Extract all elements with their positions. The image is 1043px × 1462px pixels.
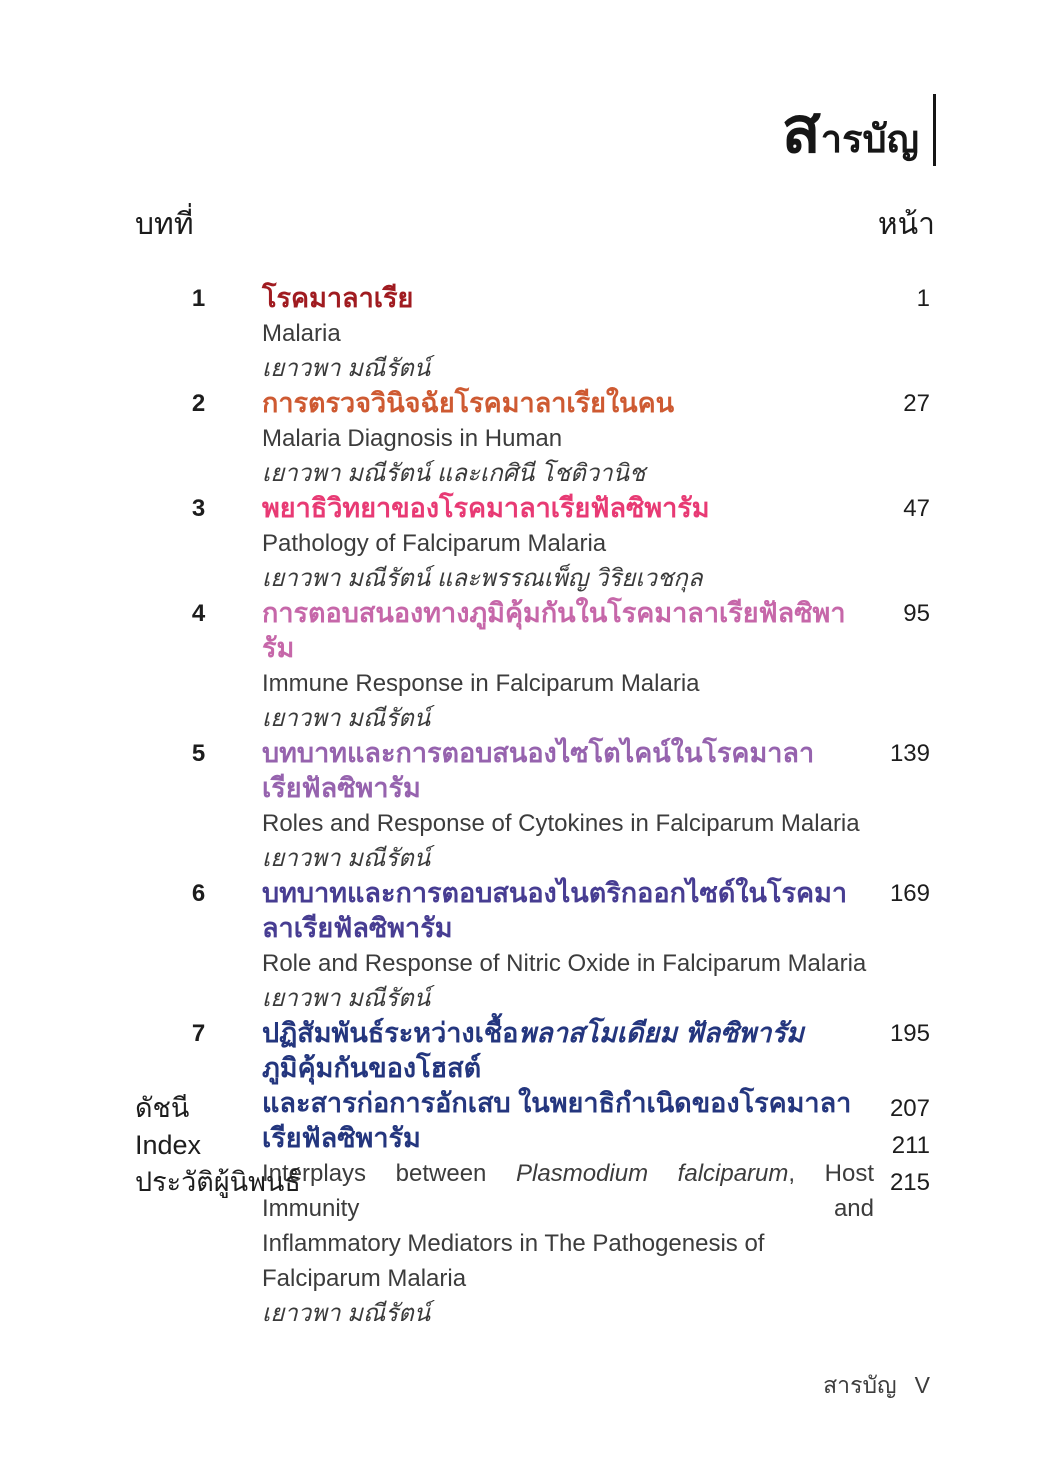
chapter-title-thai: โรคมาลาเรีย [262,283,414,313]
chapter-authors: เยาวพา มณีรัตน์ [262,845,431,872]
toc-entry-chapter-3 [135,491,930,596]
back-matter-page-number: 211 [891,1132,930,1159]
chapter-title-thai-line2: และสารก่อการอักเสบ ในพยาธิกำเนิดของโรคมาลาเรียฟัลซิพารัม [262,1088,852,1153]
chapter-number: 2 [191,390,206,417]
page-footer [823,1368,930,1404]
chapter-number: 5 [191,740,206,767]
footer-page-number: V [914,1372,930,1398]
chapter-number: 3 [191,495,206,522]
chapter-content [262,386,874,491]
chapter-number: 7 [191,1020,206,1047]
chapter-title-thai: บทบาทและการตอบสนองไนตริกออกไซด์ในโรคมาลาเรียฟัลซิพารัม [262,878,848,943]
title-divider-bar [933,94,936,166]
chapter-number: 1 [191,285,206,312]
toc-entry-chapter-4 [135,596,930,736]
chapter-title-thai: พยาธิวิทยาของโรคมาลาเรียฟัลซิพารัม [262,493,710,523]
english-title-pre: Interplays between [262,1160,517,1187]
chapter-number: 6 [191,880,206,907]
chapter-content [262,281,874,386]
chapter-title-english: Immune Response in Falciparum Malaria [262,670,700,697]
chapter-content [262,876,874,1016]
chapter-title-thai: การตอบสนองทางภูมิคุ้มกันในโรคมาลาเรียฟัลซิพารัม [262,598,846,663]
chapter-column-header: บทที่ [135,208,194,241]
back-matter-page-number: 215 [889,1169,930,1196]
back-matter-label: ประวัติผู้นิพนธ์ [135,1167,301,1197]
chapter-title-english: Malaria [262,320,341,347]
chapter-content [262,596,874,736]
chapter-page-number: 139 [889,740,930,767]
chapter-title-english: Role and Response of Nitric Oxide in Falciparum Malaria [262,950,867,977]
back-matter-page-number: 207 [889,1095,930,1122]
chapter-content [262,736,874,876]
thai-title-species-italic: พลาสโมเดียม ฟัลซิพารัม [518,1018,804,1048]
back-matter-list [135,1090,930,1201]
back-matter-row-index-thai [135,1090,930,1127]
chapter-page-number: 47 [903,495,930,522]
thai-title-post: ภูมิคุ้มกันของโฮสต์ [262,1053,482,1083]
toc-column-headers [135,202,935,248]
chapter-authors: เยาวพา มณีรัตน์ และพรรณเพ็ญ วิริยเวชกุล [262,565,703,592]
toc-entry-chapter-6 [135,876,930,1016]
chapter-title-thai: การตรวจวินิจฉัยโรคมาลาเรียในคน [262,388,675,418]
chapter-page-number: 27 [903,390,930,417]
chapter-page-number: 1 [916,285,930,312]
chapter-content [262,491,874,596]
chapter-page-number: 195 [889,1020,930,1047]
page-title-text [781,94,919,166]
chapter-title-english-line2: Inflammatory Mediators in The Pathogenesis of Falciparum Malaria [262,1230,765,1292]
chapter-authors: เยาวพา มณีรัตน์ [262,355,431,382]
english-title-species-italic: Plasmodium falciparum [516,1160,789,1187]
toc-entry-chapter-5 [135,736,930,876]
chapter-title-english: Pathology of Falciparum Malaria [262,530,607,557]
chapter-number: 4 [191,600,206,627]
chapter-authors: เยาวพา มณีรัตน์ และเกศินี โชติวานิช [262,460,646,487]
chapter-authors: เยาวพา มณีรัตน์ [262,985,431,1012]
chapter-title-thai: บทบาทและการตอบสนองไซโตไคน์ในโรคมาลาเรียฟัลซิพารัม [262,738,815,803]
chapter-page-number: 169 [889,880,930,907]
english-title-post: , Host Immunity and [262,1160,875,1222]
thai-title-pre: ปฏิสัมพันธ์ระหว่างเชื้อ [262,1018,519,1048]
page-title [782,94,936,166]
chapter-title-english: Malaria Diagnosis in Human [262,425,563,452]
chapter-page-number: 95 [903,600,930,627]
chapter-title-english: Roles and Response of Cytokines in Falciparum Malaria [262,810,860,837]
footer-section-label: สารบัญ [823,1372,897,1398]
page-column-header: หน้า [877,208,935,241]
toc-entry-chapter-2 [135,386,930,491]
chapter-authors: เยาวพา มณีรัตน์ [262,1300,431,1327]
chapter-authors: เยาวพา มณีรัตน์ [262,705,431,732]
back-matter-label: Index [135,1130,202,1160]
page-title-big-letter: ส [781,94,821,166]
chapter-title-thai-line1 [262,1016,874,1086]
toc-entry-chapter-1 [135,281,930,386]
back-matter-row-author-bios [135,1164,930,1201]
back-matter-row-index-english [135,1127,930,1164]
page-title-rest: ารบัญ [820,119,919,161]
back-matter-label: ดัชนี [135,1093,190,1123]
